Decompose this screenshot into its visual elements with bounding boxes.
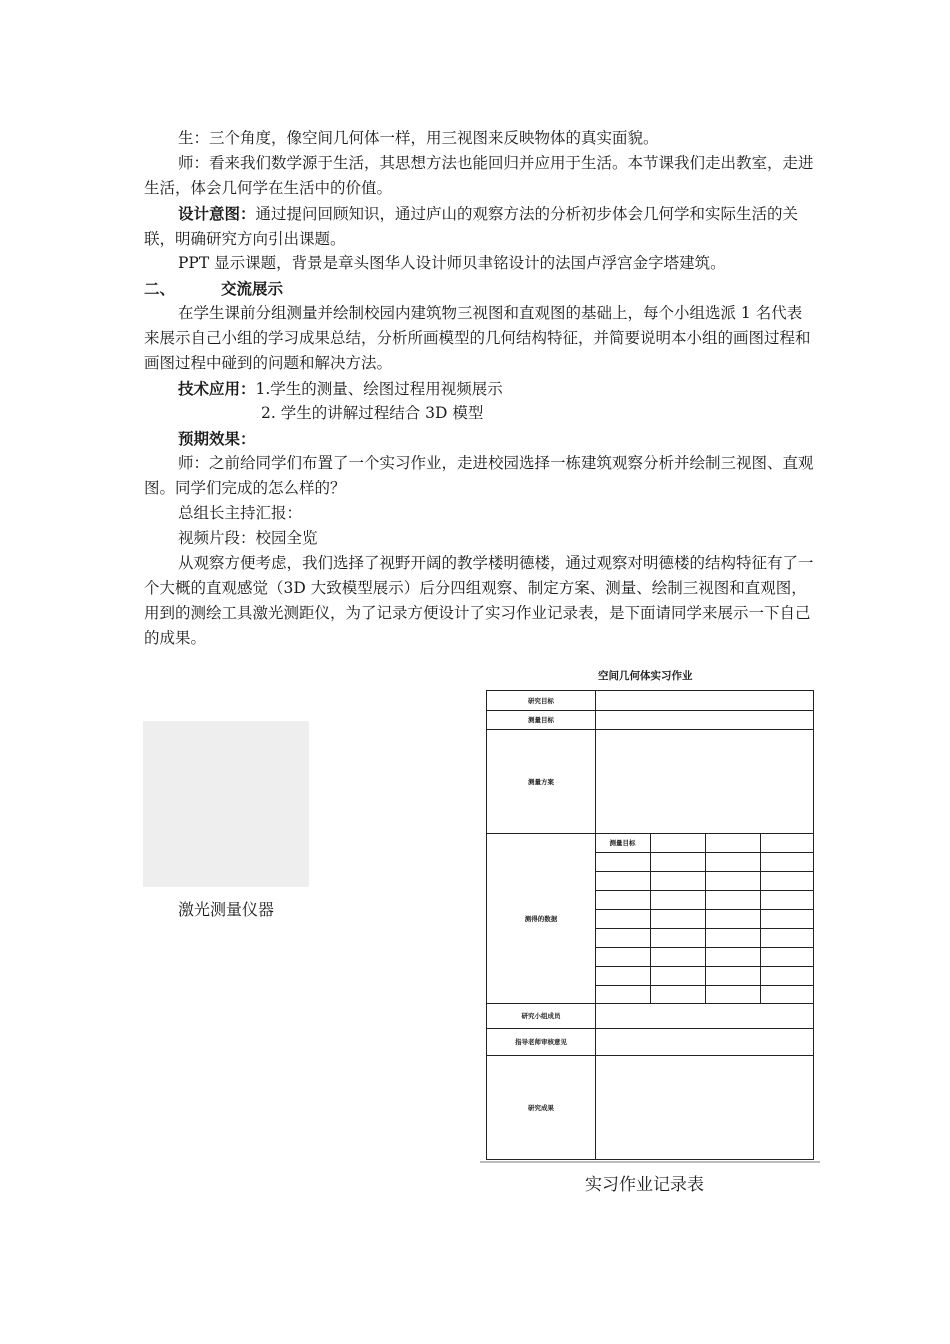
form-title: 空间几何体实习作业 (598, 670, 693, 682)
label-group-members: 研究小组成员 (521, 1012, 561, 1020)
data-grid-line (595, 947, 813, 948)
paragraph-observation: 从观察方便考虑，我们选择了视野开阔的教学楼明德楼，通过观察对明德楼的结构特征有了一个大概的直观感觉（3D 大致模型展示）后分四组观察、制定方案、测量、绘制三视图和直观图，用到的测绘工具激光测距仪，为了记录方便设计了实习作业记录表，是下面请同学来展示一下自己的成果。 (144, 554, 814, 647)
paragraph-video: 视频片段：校园全览 (178, 529, 318, 547)
tech-item-2: 2. 学生的讲解过程结合 3D 模型 (261, 404, 484, 422)
tech-item-1: 1.学生的测量、绘图过程用视频展示 (255, 380, 503, 398)
section-heading (144, 276, 283, 301)
label-measured-data: 测得的数据 (524, 914, 558, 923)
data-grid-line (595, 985, 813, 986)
tech-application (178, 376, 503, 402)
laser-device-caption: 激光测量仪器 (178, 900, 275, 919)
section-number: 二、 (144, 279, 176, 298)
design-intent-label: 设计意图： (178, 204, 256, 223)
form-bottom-rule (480, 1161, 820, 1163)
form-divider (595, 691, 596, 1159)
data-grid-line (595, 966, 813, 967)
tech-label: 技术应用： (178, 379, 256, 398)
data-grid-line (595, 928, 813, 929)
label-teacher-review: 指导老师审核意见 (515, 1038, 567, 1046)
paragraph-assignment: 师：之前给同学们布置了一个实习作业，走进校园选择一栋建筑观察分析并绘制三视图、直观图。同学们完成的怎么样的？ (144, 454, 814, 497)
design-intent-text: 通过提问回顾知识，通过庐山的观察方法的分析初步体会几何学和实际生活的关联，明确研究方向引出课题。 (144, 205, 799, 248)
data-grid-line (650, 833, 651, 1003)
expected-effect-label: 预期效果： (178, 429, 256, 448)
data-grid-line (595, 890, 813, 891)
paragraph-exchange: 在学生课前分组测量并绘制校园内建筑物三视图和直观图的基础上，每个小组选派 1 名代表来展示自己小组的学习成果总结，分析所画模型的几何结构特征，并简要说明本小组的画图过程和画图过程中碰到的问题和解决方法。 (144, 304, 811, 372)
paragraph-teacher-intro: 师：看来我们数学源于生活，其思想方法也能回归并应用于生活。本节课我们走出教室，走进生活，体会几何学在生活中的价值。 (144, 154, 814, 197)
paragraph-design-intent (144, 201, 814, 252)
practice-record-form (486, 690, 814, 1160)
form-caption: 实习作业记录表 (585, 1175, 704, 1195)
data-header-target: 测量目标 (609, 839, 636, 847)
data-grid-line (705, 833, 706, 1003)
paragraph-ppt: PPT 显示课题，背景是章头图华人设计师贝聿铭设计的法国卢浮宫金字塔建筑。 (178, 254, 726, 272)
laser-device-image (143, 721, 309, 887)
label-measure-plan: 测量方案 (528, 777, 554, 786)
data-grid-line (760, 833, 761, 1003)
paragraph-host: 总组长主持汇报： (178, 504, 303, 522)
data-grid-line (595, 909, 813, 910)
paragraph-student-answer: 生：三个角度，像空间几何体一样，用三视图来反映物体的真实面貌。 (178, 129, 659, 147)
data-grid-line (595, 871, 813, 872)
label-measure-target: 测量目标 (528, 716, 554, 724)
data-grid-line (595, 852, 813, 853)
section-title: 交流展示 (221, 279, 284, 298)
label-research-result: 研究成果 (528, 1103, 554, 1112)
label-research-goal: 研究目标 (528, 697, 554, 705)
